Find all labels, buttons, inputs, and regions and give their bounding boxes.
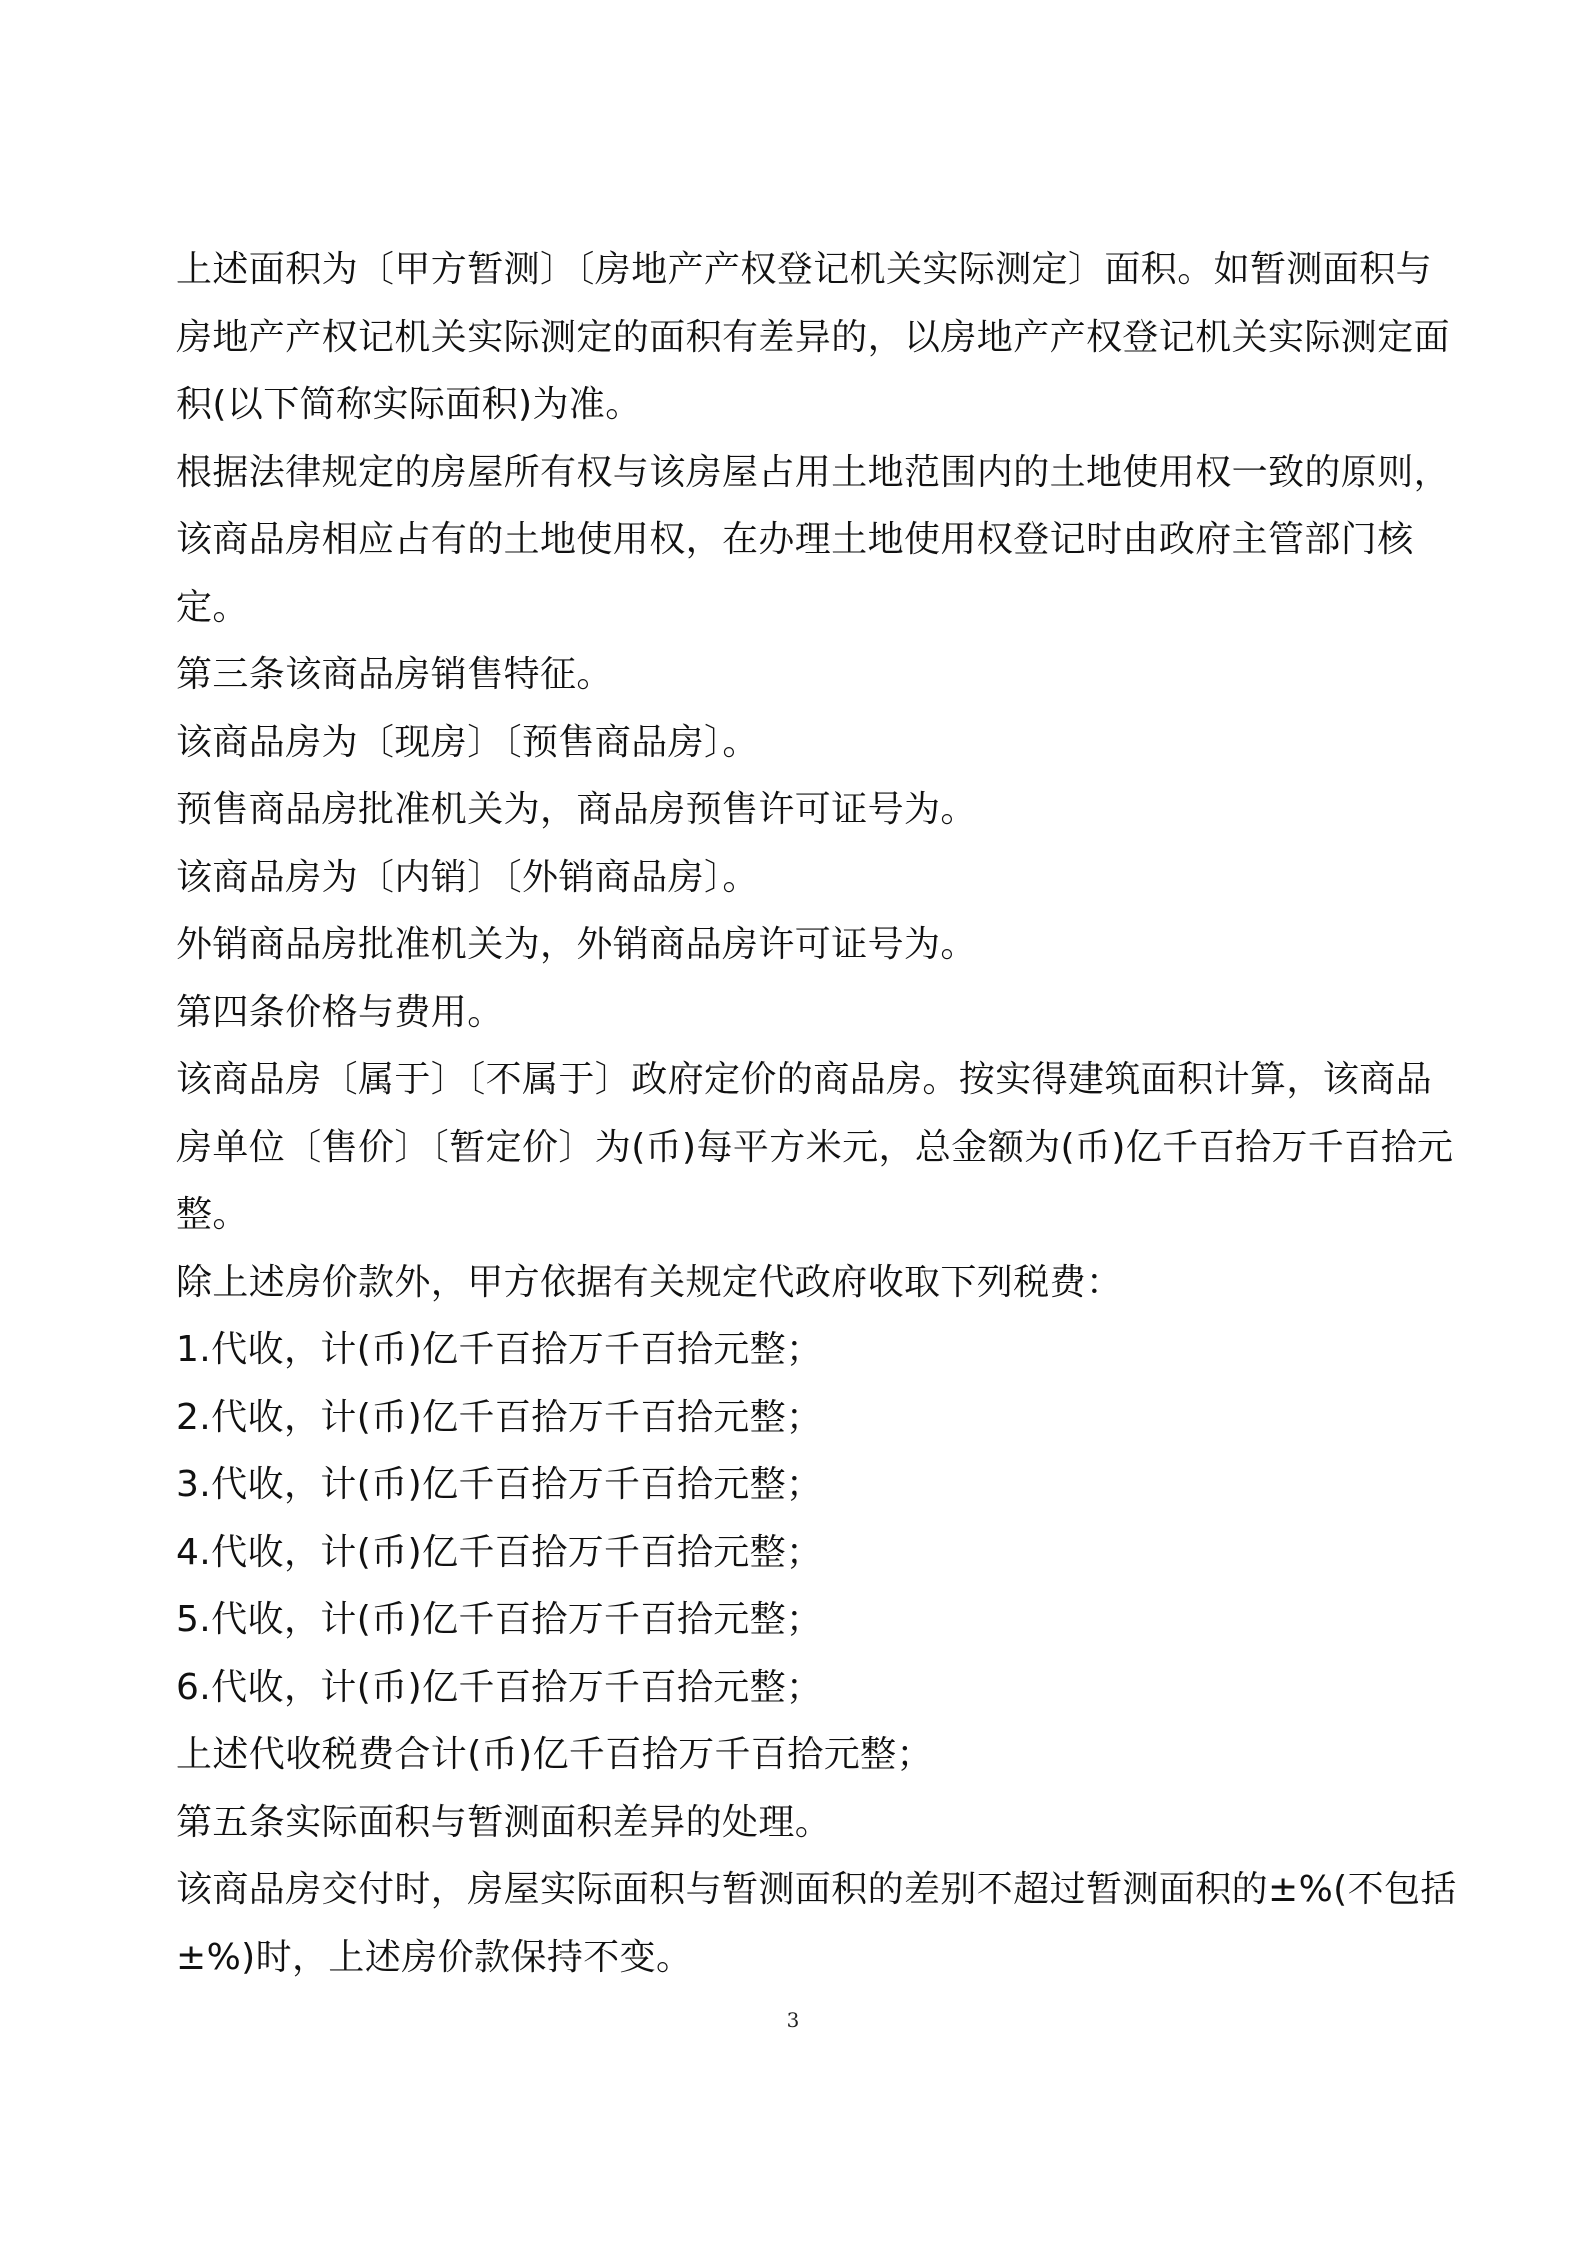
page-number: 3 — [786, 2008, 800, 2032]
tax-item-5: 5.代收，计(币)亿千百拾万千百拾元整； — [176, 1599, 823, 1640]
tax-item-1: 1.代收，计(币)亿千百拾万千百拾元整； — [176, 1329, 823, 1370]
paragraph-price: 该商品房〔属于〕〔不属于〕政府定价的商品房。按实得建筑面积计算，该商品房单位〔售价〕〔暂定价〕为(币)每平方米元，总金额为(币)亿千百拾万千百拾元整。 — [176, 1059, 1454, 1235]
article-3-heading: 第三条该商品房销售特征。 — [176, 654, 613, 695]
tax-item-2: 2.代收，计(币)亿千百拾万千百拾元整； — [176, 1396, 823, 1438]
paragraph-sale-market: 该商品房为〔内销〕〔外销商品房〕。 — [176, 856, 759, 898]
tax-item-3: 3.代收，计(币)亿千百拾万千百拾元整； — [176, 1464, 823, 1505]
paragraph-tax-total: 上述代收税费合计(币)亿千百拾万千百拾元整； — [176, 1734, 933, 1775]
article-4-heading: 第四条价格与费用。 — [176, 991, 504, 1033]
paragraph-export-permit: 外销商品房批准机关为，外销商品房许可证号为。 — [176, 924, 977, 965]
article-5-heading: 第五条实际面积与暂测面积差异的处理。 — [176, 1801, 832, 1843]
paragraph-land-use-right: 根据法律规定的房屋所有权与该房屋占用土地范围内的土地使用权一致的原则，该商品房相应占有的土地使用权，在办理土地使用权登记时由政府主管部门核定。 — [176, 451, 1451, 628]
paragraph-taxes-intro: 除上述房价款外，甲方依据有关规定代政府收取下列税费： — [176, 1261, 1123, 1303]
tax-item-6: 6.代收，计(币)亿千百拾万千百拾元整； — [176, 1666, 823, 1708]
tax-item-4: 4.代收，计(币)亿千百拾万千百拾元整； — [176, 1531, 823, 1573]
paragraph-area-difference: 该商品房交付时，房屋实际面积与暂测面积的差别不超过暂测面积的±%(不包括±%)时，上述房价款保持不变。 — [176, 1869, 1457, 1978]
document-body — [176, 236, 1466, 1991]
paragraph-presale-permit: 预售商品房批准机关为，商品房预售许可证号为。 — [176, 789, 977, 830]
paragraph-house-type: 该商品房为〔现房〕〔预售商品房〕。 — [176, 721, 759, 763]
paragraph-area-measurement: 上述面积为〔甲方暂测〕〔房地产产权登记机关实际测定〕面积。如暂测面积与房地产产权记机关实际测定的面积有差异的，以房地产产权登记机关实际测定面积(以下简称实际面积)为准。 — [176, 249, 1451, 425]
